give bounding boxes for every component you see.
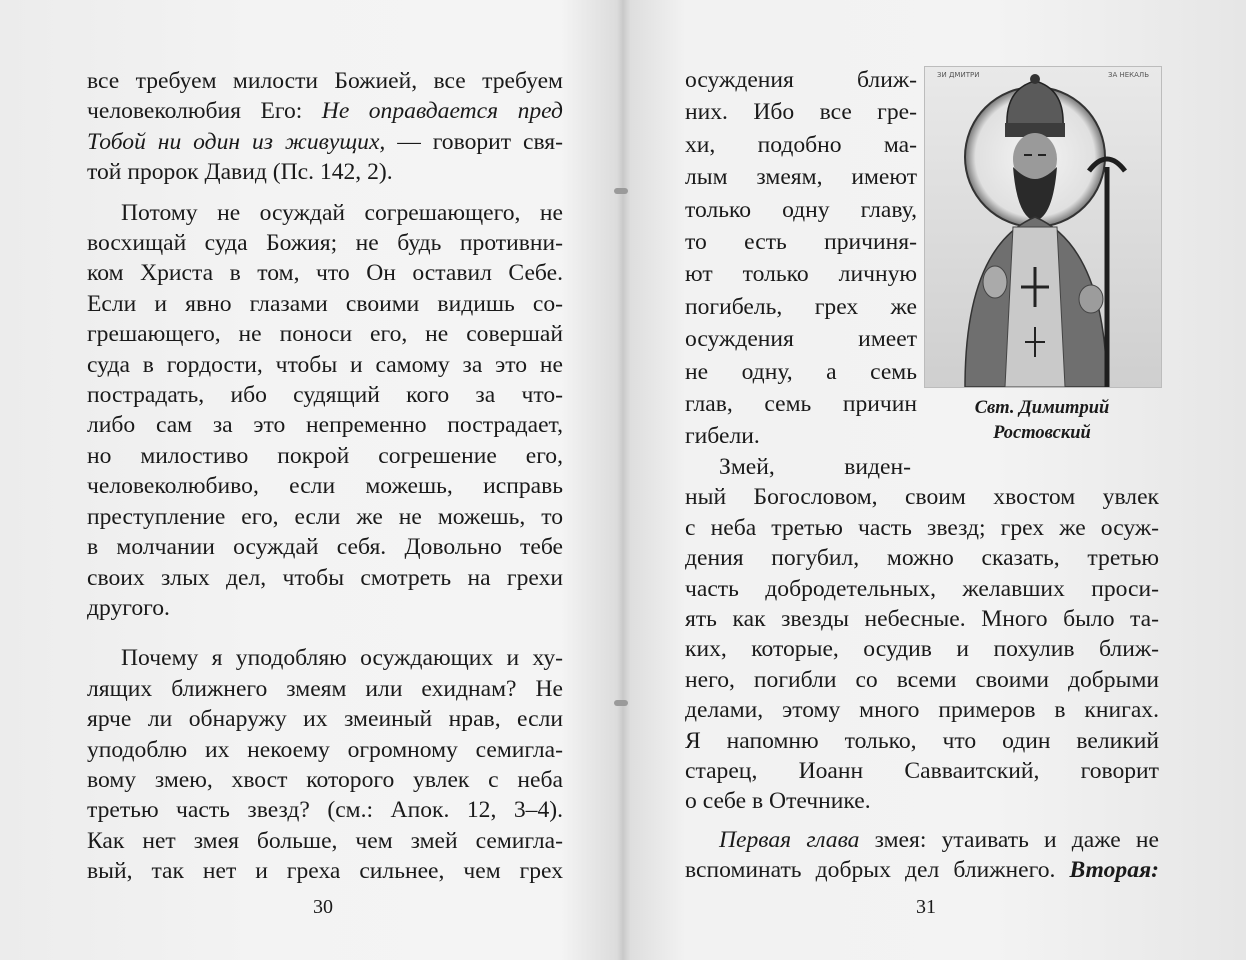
saint-portrait-icon: [925, 67, 1161, 387]
icon-inscription: ЗИ ДМИТРИ: [937, 71, 980, 79]
text-line: Я напомню только, что один великий: [685, 727, 1159, 754]
text-line: вый, так нет и греха сильнее, чем грех: [87, 858, 563, 885]
text-line: лящих ближнего змеям или ехиднам? Не: [87, 675, 563, 702]
text-line: третью часть звезд? (см.: Апок. 12, 3–4).: [87, 797, 563, 824]
text-line: о себе в Отечнике.: [685, 788, 871, 815]
text-line: Первая глава змея: утаивать и даже не: [719, 826, 1160, 853]
text-line: человеколюбия Его: Не оправдается пред: [87, 98, 563, 125]
text-line: с неба третью часть звезд; грех же осуж-: [685, 514, 1159, 541]
text-line: Как нет змея больше, чем змей семигла-: [87, 827, 563, 854]
text-line: ярче ли обнаружу их змеиный нрав, если: [87, 706, 563, 733]
text-line: вому змею, хвост которого увлек с неба: [87, 766, 563, 793]
text-line: другого.: [87, 594, 170, 621]
text-line: лым змеям, имеют: [685, 164, 917, 191]
paragraph: [87, 198, 563, 624]
text-line: Тобой ни один из живущих, — говорит свя-: [87, 128, 563, 155]
right-page: [622, 0, 1246, 960]
wrapped-text: [685, 64, 917, 453]
text-line: него, погибли со всеми своими добрыми: [685, 666, 1159, 693]
page-number: 31: [916, 896, 936, 918]
right-page-text: [685, 452, 1159, 886]
text-line: то есть причиня-: [685, 229, 917, 256]
text-line: делами, этому много примеров в книгах.: [685, 697, 1159, 724]
paragraph: [87, 66, 563, 188]
text-line: либо сам за это непременно пострадает,: [87, 412, 563, 439]
text-line: хи, подобно ма-: [685, 131, 917, 158]
text-line: ют только личную: [685, 261, 917, 288]
text-line: вспоминать добрых дел ближнего. Вторая:: [685, 857, 1159, 884]
text-line: уподоблю их некоему огромному семигла-: [87, 736, 563, 763]
icon-figure: [924, 66, 1160, 446]
figure-caption: Свт. Димитрий Ростовский: [974, 398, 1110, 443]
text-line: гибели.: [685, 423, 760, 450]
text-line: не одну, а семь: [685, 358, 917, 385]
text-line: восхищай суда Божия; не будь противни-: [87, 230, 563, 257]
text-line: ких, которые, осудив и похулив ближ-: [685, 636, 1159, 663]
text-line: своих злых дел, чтобы смотреть на грехи: [87, 564, 563, 591]
emphasized-term: Вторая:: [1069, 857, 1159, 884]
text-line: Почему я уподобляю осуждающих и ху-: [121, 645, 563, 672]
text-line: пострадать, ибо судящий кого за что-: [87, 382, 563, 409]
text-line: Змей, виден-: [719, 454, 911, 480]
left-page-text: [87, 66, 563, 887]
text-line: но милостиво покрой согрешение его,: [87, 442, 563, 469]
text-line: преступление его, если же не можешь, то: [87, 503, 563, 530]
left-page: [0, 0, 622, 960]
text-line: в молчании осуждай себя. Довольно тебе: [87, 534, 563, 561]
text-line: осуждения имеет: [685, 326, 917, 353]
text-line: осуждения ближ-: [685, 67, 917, 93]
text-line: той пророк Давид (Пс. 142, 2).: [87, 159, 393, 186]
paragraph: [87, 643, 563, 886]
page-number: 30: [313, 896, 333, 918]
paragraph: [685, 452, 1159, 817]
saint-icon-image: [924, 66, 1162, 388]
text-line: ять как звезды небесные. Много было та-: [685, 606, 1159, 633]
text-line: Если и явно глазами своими видишь со-: [87, 290, 563, 317]
icon-inscription: ЗА НЕКАЛЬ: [1107, 71, 1149, 79]
text-line: часть добродетельных, желавших проси-: [685, 575, 1159, 602]
text-line: дения погубил, можно сказать, третью: [685, 545, 1159, 572]
paragraph: [685, 825, 1159, 886]
text-line: ком Христа в том, что Он оставил Себе.: [87, 260, 563, 287]
text-line: все требуем милости Божией, все требуем: [87, 68, 563, 94]
emphasized-term: Первая глава: [719, 826, 860, 853]
text-line: ный Богословом, своим хвостом увлек: [685, 484, 1159, 511]
text-line: грешающего, не поноси его, не совершай: [87, 321, 563, 348]
text-line: человеколюбиво, если можешь, исправь: [87, 473, 563, 500]
text-line: погибель, грех же: [685, 293, 917, 320]
text-line: них. Ибо все гре-: [685, 99, 917, 126]
text-line: Потому не осуждай согрешающего, не: [121, 199, 563, 226]
text-line: глав, семь причин: [685, 391, 917, 418]
text-line: старец, Иоанн Савваитский, говорит: [685, 758, 1159, 785]
text-line: только одну главу,: [685, 196, 917, 223]
emphasized-quote: Тобой ни один из живущих,: [87, 128, 386, 155]
text-line: суда в гордости, чтобы и самому за это не: [87, 351, 563, 378]
emphasized-quote: Не оправдается пред: [321, 98, 563, 125]
